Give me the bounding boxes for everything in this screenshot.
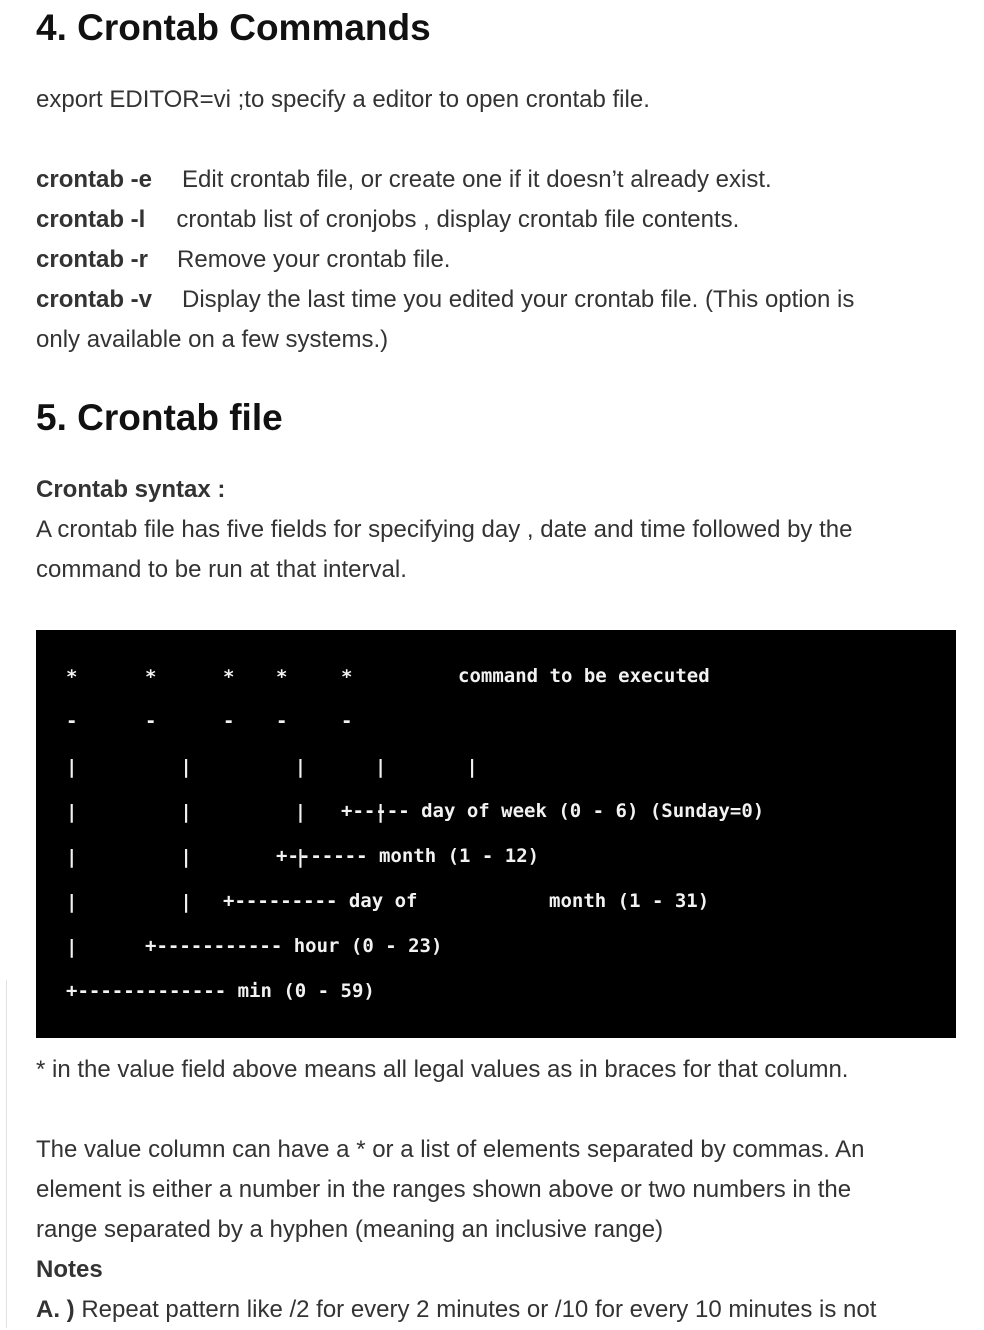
hour-label: +----------- hour (0 - 23): [145, 935, 443, 957]
star-note: * in the value field above means all legal values as in braces for that column.: [36, 1056, 849, 1083]
day-of-month-label-a: +--------- day of: [223, 890, 418, 912]
dash-dow: -: [341, 710, 353, 732]
command-description: crontab list of cronjobs , display crontab file contents.: [176, 206, 740, 233]
month-label: +------- month (1 - 12): [276, 845, 540, 867]
command-name: crontab -e: [36, 166, 153, 193]
command-name: crontab -v: [36, 286, 153, 313]
field-star-dom: *: [223, 666, 235, 688]
command-description: Remove your crontab file.: [177, 246, 451, 273]
crontab-syntax-terminal-image: [36, 630, 956, 1038]
bars-row-1: | | | | |: [66, 756, 478, 778]
dash-month: -: [276, 710, 288, 732]
min-label: +------------- min (0 - 59): [66, 980, 375, 1002]
note-a-label: A. ): [36, 1296, 75, 1323]
note-a: [36, 1290, 876, 1330]
command-row-edit: [36, 160, 772, 200]
syntax-description-line2: command to be run at that interval.: [36, 556, 407, 583]
field-star-month: *: [276, 666, 288, 688]
value-column-line1: The value column can have a * or a list of elements separated by commas. An: [36, 1136, 865, 1163]
notes-label: Notes: [36, 1256, 103, 1283]
syntax-description-line1: A crontab file has five fields for specifying day , date and time followed by the: [36, 516, 853, 543]
field-star-hour: *: [145, 666, 157, 688]
command-row-remove: [36, 240, 450, 280]
command-description: Display the last time you edited your crontab file. (This option is: [182, 286, 855, 313]
section-heading-crontab-commands: 4. Crontab Commands: [36, 7, 431, 48]
value-column-line2: element is either a number in the ranges shown above or two numbers in the: [36, 1176, 852, 1203]
command-to-be-executed-label: command to be executed: [458, 665, 710, 687]
command-description: Edit crontab file, or create one if it doesn’t already exist.: [182, 166, 772, 193]
crontab-syntax-label: Crontab syntax :: [36, 476, 226, 503]
left-border-line: [6, 980, 7, 1328]
day-of-month-label-b: month (1 - 31): [549, 890, 710, 912]
field-star-min: *: [66, 666, 78, 688]
dash-dom: -: [223, 710, 235, 732]
command-row-version: [36, 280, 854, 320]
section-heading-crontab-file: 5. Crontab file: [36, 397, 283, 438]
command-version-continuation: only available on a few systems.): [36, 326, 389, 353]
bars-row-month: | | |: [66, 846, 307, 868]
value-column-line3: range separated by a hyphen (meaning an inclusive range): [36, 1216, 664, 1243]
command-name: crontab -r: [36, 246, 149, 273]
day-of-week-label: +----- day of week (0 - 6) (Sunday=0): [341, 800, 765, 822]
dash-min: -: [66, 710, 78, 732]
field-star-dow: *: [341, 666, 353, 688]
editor-export-line: export EDITOR=vi ;to specify a editor to open crontab file.: [36, 86, 650, 113]
command-row-list: [36, 200, 739, 240]
command-name: crontab -l: [36, 206, 146, 233]
bars-row-hour: |: [66, 936, 78, 958]
bars-row-dom: | |: [66, 891, 192, 913]
note-a-text: Repeat pattern like /2 for every 2 minutes or /10 for every 10 minutes is not: [81, 1296, 877, 1323]
dash-hour: -: [145, 710, 157, 732]
bars-row-dow: | | | |: [66, 801, 387, 823]
